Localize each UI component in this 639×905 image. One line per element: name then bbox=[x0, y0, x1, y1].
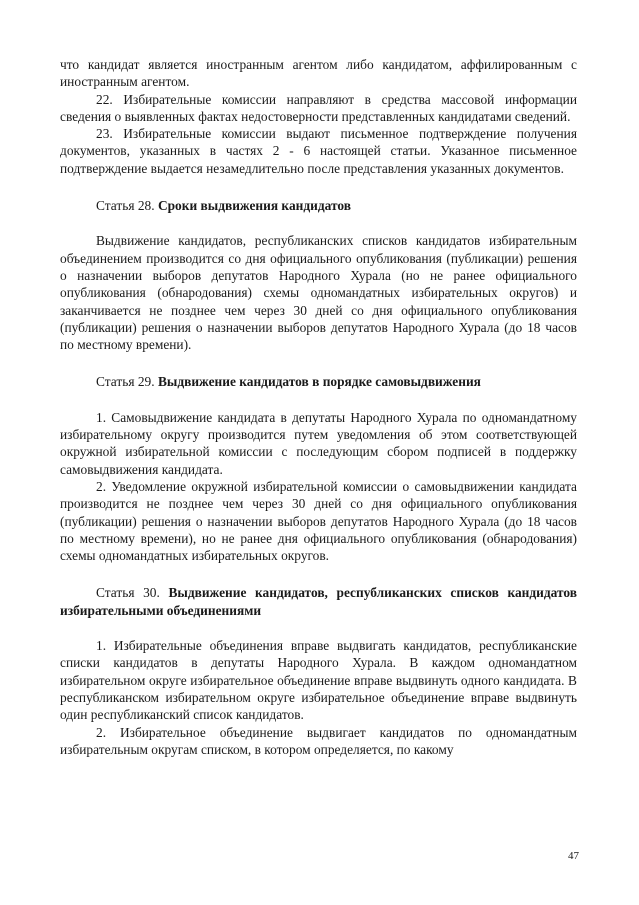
article-29-title: Выдвижение кандидатов в порядке самовыдвижения bbox=[157, 374, 481, 390]
article-28-heading bbox=[60, 197, 577, 214]
paragraph-23: 23. Избирательные комиссии выдают письменное подтверждение получения документов, указанных в частях 2 - 6 настоящей статьи. Указанное письменное подтверждение выдается незамедлительно после представления указанных документов. bbox=[60, 126, 577, 176]
article-30-heading bbox=[60, 584, 577, 619]
article-28-text: Выдвижение кандидатов, республиканских списков кандидатов избирательным объединением производится со дня официального опубликования (публикации) решения о назначении выборов депутатов Народного Хурала (но не ранее официального опубликования (обнародования) схемы одномандатных избирательных округов) и заканчивается не позднее чем через 30 дней со дня официального опубликования (публикации) решения о назначении выборов депутатов Народного Хурала (до 18 часов по местному времени). bbox=[60, 233, 577, 353]
article-29-paragraph-1: 1. Самовыдвижение кандидата в депутаты Народного Хурала по одномандатному избирательному округу производится путем уведомления об этом соответствующей окружной избирательной комиссии с последующим сбором подписей в поддержку самовыдвижения кандидата. bbox=[60, 409, 577, 477]
article-28-title: Сроки выдвижения кандидатов bbox=[157, 198, 351, 214]
article-30-paragraph-1: 1. Избирательные объединения вправе выдвигать кандидатов, республиканские списки кандидатов в депутаты Народного Хурала. В каждом одномандатном избирательном округе избирательное объединение вправе выдвинуть одного кандидата. В республиканском избирательном округе избирательное объединение вправе выдвинуть один республиканский список кандидатов. bbox=[60, 638, 577, 723]
article-29-paragraph-2: 2. Уведомление окружной избирательной комиссии о самовыдвижении кандидата производится не позднее чем через 30 дней со дня официального опубликования (публикации) решения о назначении выборов депутатов Народного Хурала (до 18 часов по местному времени), но не ранее дня официального опубликования (обнародования) схемы одномандатных избирательных округов. bbox=[60, 478, 577, 564]
article-28-prefix: Статья 28. bbox=[96, 198, 155, 214]
article-30-title: Выдвижение кандидатов, республиканских списков кандидатов избирательными объединениями bbox=[60, 585, 577, 618]
article-30-paragraph-2: 2. Избирательное объединение выдвигает кандидатов по одномандатным избирательным округам списком, в котором определяется, по какому bbox=[60, 724, 577, 757]
article-29-prefix: Статья 29. bbox=[96, 374, 155, 390]
article-30-prefix: Статья 30. bbox=[96, 585, 160, 601]
article-29-heading bbox=[60, 373, 577, 390]
page-number: 47 bbox=[568, 850, 579, 862]
paragraph-continuation: что кандидат является иностранным агентом либо кандидатом, аффилированным с иностранным агентом. bbox=[60, 57, 577, 90]
paragraph-22: 22. Избирательные комиссии направляют в средства массовой информации сведения о выявленных фактах недостоверности представленных кандидатами сведений. bbox=[60, 91, 577, 124]
